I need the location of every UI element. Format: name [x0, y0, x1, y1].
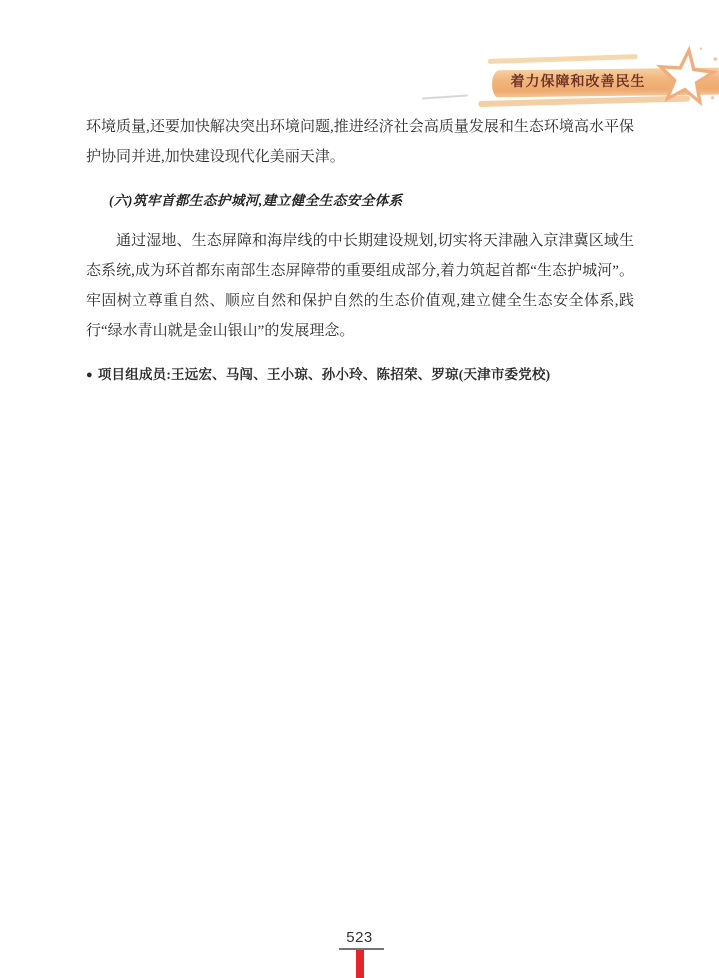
chapter-title: 着力保障和改善民生 — [510, 75, 646, 90]
brush-scuff-mark — [422, 94, 468, 99]
star-icon — [652, 44, 719, 112]
paragraph-body: 通过湿地、生态屏障和海岸线的中长期建设规划,切实将天津融入京津冀区域生态系统,成为环首都东南部生态屏障带的重要组成部分,着力筑起首都“生态护城河”。牢固树立尊重自然、顺应自然和保护自然的生态价值观,建立健全生态安全体系,践行“绿水青山就是金山银山”的发展理念。 — [86, 233, 634, 339]
page-content — [86, 112, 634, 390]
section-heading: (六)筑牢首都生态护城河,建立健全生态安全体系 — [108, 193, 403, 208]
page-number: 523 — [346, 929, 373, 946]
paragraph-continuation: 环境质量,还要加快解决突出环境问题,推进经济社会高质量发展和生态环境高水平保护协同并进,加快建设现代化美丽天津。 — [86, 119, 634, 165]
footer-red-bar — [356, 950, 364, 978]
team-note-line — [86, 360, 634, 390]
bullet-icon: ● — [86, 369, 93, 381]
team-note: 项目组成员:王远宏、马闯、王小琼、孙小玲、陈招荣、罗琼(天津市委党校) — [97, 367, 551, 382]
